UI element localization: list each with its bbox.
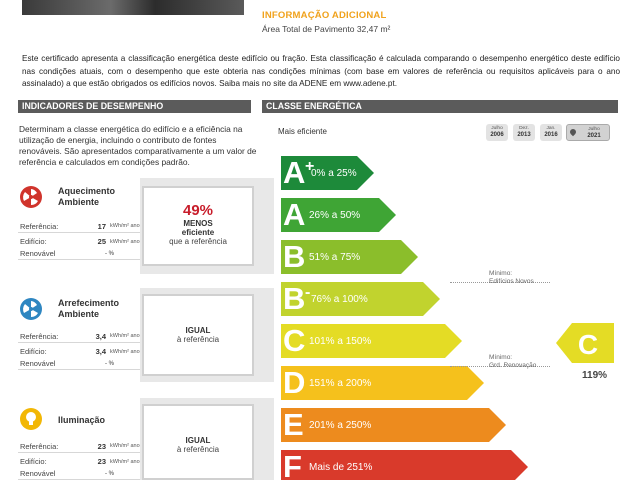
year-tab-2013: Dez. 2013: [513, 124, 535, 141]
building-photo: [22, 0, 244, 15]
class-letter: B: [283, 281, 306, 316]
energy-class-a: [281, 198, 396, 232]
minimum-renovation-label: Mínimo: Grd. Renovação: [489, 354, 537, 369]
location-pin-icon: [569, 128, 577, 136]
indicator-result-box: [142, 294, 254, 376]
energy-class-c: [281, 324, 462, 358]
class-range: 151% a 200%: [309, 378, 372, 389]
energy-class-aplus: [281, 156, 374, 190]
reference-value: 17: [97, 222, 106, 231]
minimum-new-buildings-label: Mínimo: Edifícios Novos: [489, 270, 534, 285]
result-percentage: 49%: [182, 202, 214, 219]
current-class-letter: C: [577, 329, 599, 360]
building-label: Edifício: Renovável: [20, 457, 56, 478]
unit-label: kWh/m² ano: [110, 349, 140, 355]
reference-label: Referência:: [20, 332, 59, 341]
reference-row: [18, 440, 140, 453]
indicator-title: [58, 415, 105, 426]
reference-value: 3,4: [95, 332, 106, 341]
unit-label: kWh/m² ano: [110, 443, 140, 449]
indicator-cooling: [18, 288, 256, 382]
renewable-value: - %: [105, 361, 114, 367]
building-row: [18, 456, 140, 480]
indicator-title-line1: Aquecimento: [58, 186, 116, 196]
indicator-heating: [18, 178, 256, 274]
cooling-fan-icon: [20, 298, 42, 320]
current-class-indicator: [556, 323, 614, 363]
class-range: 101% a 150%: [309, 336, 372, 347]
class-range: Mais de 251%: [309, 462, 373, 473]
unit-label: kWh/m² ano: [110, 459, 140, 465]
building-value: 3,4: [95, 347, 106, 356]
year-tab-2006: Julho 2006: [486, 124, 508, 141]
result-line2: eficiente: [181, 228, 215, 237]
energy-class-d: [281, 366, 484, 400]
energy-class-e: [281, 408, 506, 442]
indicator-result-box: [142, 186, 254, 266]
result-line1: IGUAL: [185, 436, 211, 445]
building-value: 25: [97, 237, 106, 246]
reference-value: 23: [97, 442, 106, 451]
class-letter: C: [283, 323, 306, 358]
class-letter: B: [283, 239, 306, 274]
result-line1: MENOS: [183, 219, 213, 228]
result-line2: à referência: [176, 445, 220, 454]
performance-description: Determinam a classe energética do edifício e a eficiência na utilização de energia, incluindo o contributo de fontes renováveis. São apresentados comparativamente a um valor de referência e calculados em condições padrão.: [19, 124, 257, 167]
unit-label: kWh/m² ano: [110, 239, 140, 245]
class-superscript: +: [305, 158, 315, 175]
indicator-title: [58, 298, 119, 320]
indicator-title-line1: Iluminação: [58, 415, 106, 425]
unit-label: kWh/m² ano: [110, 333, 140, 339]
additional-info-title: INFORMAÇÃO ADICIONAL: [262, 10, 387, 21]
reference-label: Referência:: [20, 222, 59, 231]
indicator-result-box: [142, 404, 254, 480]
class-letter: D: [283, 365, 306, 400]
reference-label: Referência:: [20, 442, 59, 451]
unit-label: kWh/m² ano: [110, 223, 140, 229]
class-superscript: -: [305, 284, 311, 301]
renewable-value: - %: [105, 471, 114, 477]
building-label: Edifício: Renovável: [20, 237, 56, 258]
most-efficient-label: Mais eficiente: [278, 127, 327, 136]
class-letter: A: [283, 155, 306, 190]
class-letter: A: [283, 197, 306, 232]
heating-fan-icon: [20, 186, 42, 208]
lightbulb-icon: [20, 408, 42, 430]
indicator-title-line2: Ambiente: [58, 197, 100, 207]
class-range: 201% a 250%: [309, 420, 372, 431]
indicator-title: [58, 186, 115, 208]
renewable-value: - %: [105, 251, 114, 257]
floor-area-text: Área Total de Pavimento 32,47 m²: [262, 24, 391, 34]
indicator-lighting: [18, 398, 256, 480]
energy-class-f: [281, 450, 528, 480]
class-range: 26% a 50%: [309, 210, 361, 221]
reference-row: [18, 220, 140, 233]
building-label: Edifício: Renovável: [20, 347, 56, 368]
result-line3: que a referência: [169, 237, 227, 246]
result-line1: IGUAL: [185, 326, 211, 335]
year-tab-2021: Julho 2021: [566, 124, 610, 141]
year-tab-2016: Jan. 2016: [540, 124, 562, 141]
class-range: 76% a 100%: [311, 294, 368, 305]
class-letter: F: [283, 449, 302, 480]
building-value: 23: [97, 457, 106, 466]
performance-indicators-header: INDICADORES DE DESEMPENHO: [18, 100, 251, 113]
indicator-title-line1: Arrefecimento: [58, 298, 120, 308]
class-letter: E: [283, 407, 304, 442]
certificate-intro-text: Este certificado apresenta a classificação energética deste edifício ou fração. Esta classificação é calculada comparando o desempenho energético deste edifício nas condições atuais, com o desempenho que este obteria nas condições mínimas (com base em valores de referência ou requisitos aplicáveis para o ano assinalado) a que estão obrigados os edifícios novos. Saiba mais no site da ADENE em www.adene.pt.: [22, 54, 620, 88]
energy-class-header: CLASSE ENERGÉTICA: [262, 100, 618, 113]
indicator-title-line2: Ambiente: [58, 309, 100, 319]
energy-class-b: [281, 240, 418, 274]
building-row: [18, 236, 140, 260]
class-range: 0% a 25%: [311, 168, 357, 179]
class-range: 51% a 75%: [309, 252, 361, 263]
building-row: [18, 346, 140, 370]
reference-row: [18, 330, 140, 343]
current-class-percentage: 119%: [582, 370, 608, 381]
result-line2: à referência: [176, 335, 220, 344]
energy-class-bminus: [281, 282, 440, 316]
